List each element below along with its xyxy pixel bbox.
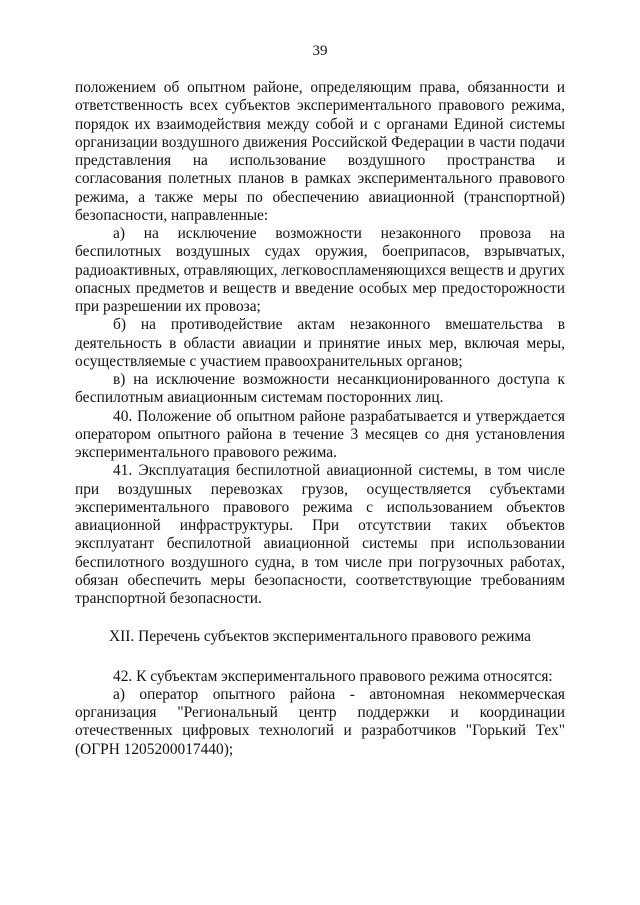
document-body xyxy=(75,79,565,759)
paragraph-41: 41. Эксплуатация беспилотной авиационной системы, в том числе при воздушных перевозках грузов, осуществляется субъектами экспериментального правового режима с использованием объектов авиационной инфраструктуры. При отсутствии таких объектов эксплуатант беспилотной авиационной системы при использовании беспилотного воздушного судна, в том числе при погрузочных работах, обязан обеспечить меры безопасности, соответствующие требованиям транспортной безопасности. xyxy=(75,462,565,607)
paragraph-item-b: б) на противодействие актам незаконного вмешательства в деятельность в области авиации и принятие иных мер, включая меры, осуществляемые с участием правоохранительных органов; xyxy=(75,316,565,370)
paragraph-42-item-a: а) оператор опытного района - автономная некоммерческая организация "Региональный центр поддержки и координации отечественных цифровых технологий и разработчиков "Горький Тех" (ОГРН 1205200017440); xyxy=(75,685,565,758)
paragraph-42: 42. К субъектам экспериментального правового режима относятся: xyxy=(113,667,553,685)
page-number: 39 xyxy=(312,43,328,59)
paragraph-40: 40. Положение об опытном районе разрабатывается и утверждается оператором опытного района в течение 3 месяцев со дня установления экспериментального правового режима. xyxy=(75,407,565,461)
paragraph-continuation: положением об опытном районе, определяющим права, обязанности и ответственность всех субъектов экспериментального правового режима, порядок их взаимодействия между собой и с органами Единой системы организации воздушного движения Российской Федерации в части подачи представления на использование воздушного пространства и согласования полетных планов в рамках экспериментального правового режима, а также меры по обеспечению авиационной (транспортной) безопасности, направленные: xyxy=(75,79,565,224)
paragraph-item-a: а) на исключение возможности незаконного провоза на беспилотных воздушных судах оружия, боеприпасов, взрывчатых, радиоактивных, отравляющих, легковоспламеняющихся веществ и других опасных предметов и веществ и введение особых мер предосторожности при разрешении их провоза; xyxy=(75,225,565,315)
section-heading: XII. Перечень субъектов экспериментального правового режима xyxy=(109,628,531,646)
paragraph-item-v: в) на исключение возможности несанкционированного доступа к беспилотным авиационным системам посторонних лиц. xyxy=(75,371,565,407)
